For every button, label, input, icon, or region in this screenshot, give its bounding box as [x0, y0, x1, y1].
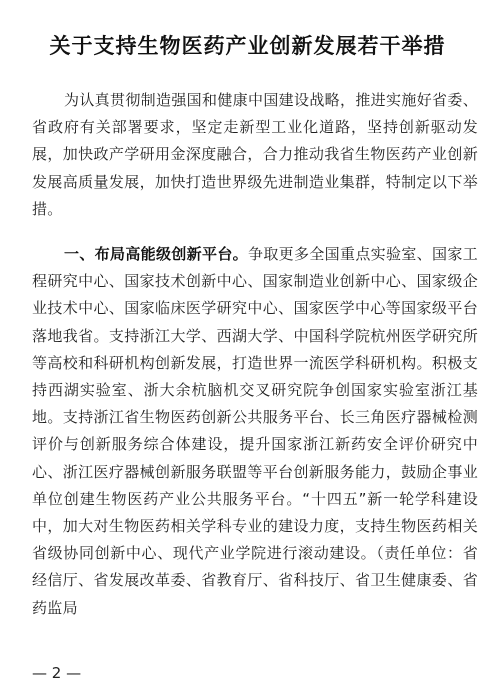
section-1-paragraph — [32, 241, 478, 622]
page-number: — 2 — — [32, 664, 82, 682]
document-title: 关于支持生物医药产业创新发展若干举措 — [49, 33, 446, 58]
section-1-heading: 一、布局高能级创新平台。 — [64, 245, 249, 263]
section-1-text: 争取更多全国重点实验室、国家工程研究中心、国家技术创新中心、国家制造业创新中心、国家级企业技术中心、国家临床医学研究中心、国家医学中心等国家级平台落地我省。支持浙江大学、西湖大学、中国科学院杭州医学研究所等高校和科研机构创新发展，打造世界一流医学科研机构。积极支持西湖实验室、浙大余杭脑机交叉研究院争创国家实验室浙江基地。支持浙江省生物医药创新公共服务平台、长三角医疗器械检测评价与创新服务综合体建设，提升国家浙江新药安全评价研究中心、浙江医疗器械创新服务联盟等平台创新服务能力，鼓励企事业单位创建生物医药产业公共服务平台。“十四五”新一轮学科建设中，加大对生物医药相关学科专业的建设力度，支持生物医药相关省级协同创新中心、现代产业学院进行滚动建设。（责任单位：省经信厅、省发展改革委、省教育厅、省科技厅、省卫生健康委、省药监局 — [32, 245, 478, 617]
intro-paragraph: 为认真贯彻制造强国和健康中国建设战略，推进实施好省委、省政府有关部署要求，坚定走新型工业化道路，坚持创新驱动发展，加快政产学研用金深度融合，合力推动我省生物医药产业创新发展高质量发展，加快打造世界级先进制造业集群，特制定以下举措。 — [32, 91, 478, 218]
